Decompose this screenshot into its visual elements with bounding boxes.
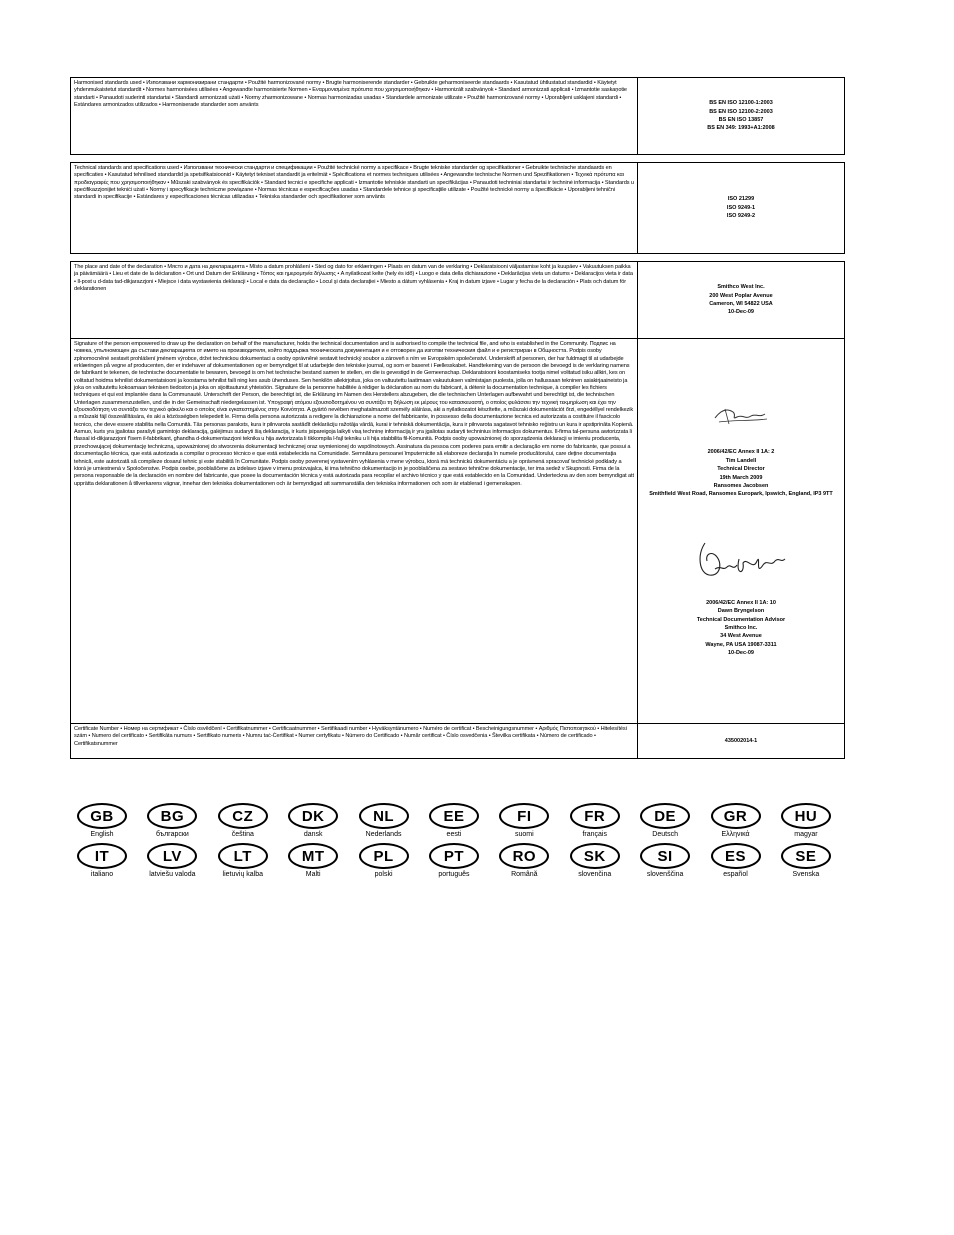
signer-date: 19th March 2009 [719, 474, 763, 481]
table-row [71, 339, 845, 724]
signer-1-details [641, 448, 841, 498]
declaration-table [70, 77, 845, 759]
language-name: slovenščina [646, 871, 684, 878]
language-badge-lt [215, 843, 271, 879]
language-badge-si [637, 843, 693, 879]
standard-value: BS EN ISO 12100-2:2003 [709, 108, 773, 115]
language-name: magyar [794, 831, 818, 838]
signer-city: Wayne, PA USA 19087-3311 [705, 641, 777, 648]
language-name: latviešu valoda [149, 871, 196, 878]
standard-value: BS EN ISO 12100-1:2003 [709, 100, 773, 107]
country-code: SI [640, 843, 690, 869]
country-code: PT [429, 843, 479, 869]
country-code: FI [499, 803, 549, 829]
language-name: Malti [305, 871, 321, 878]
language-name: Svenska [792, 871, 820, 878]
signer-title: Technical Director [717, 466, 765, 473]
language-name: Nederlands [365, 831, 402, 838]
language-row-2 [74, 843, 834, 879]
language-name: français [582, 831, 607, 838]
company-city: Cameron, WI 54822 USA [709, 301, 773, 307]
language-badge-hu [778, 803, 834, 839]
language-badge-pt [426, 843, 482, 879]
language-badge-gb [74, 803, 130, 839]
certificate-number: 435002014-1 [724, 737, 758, 744]
language-badge-gr [708, 803, 764, 839]
language-badge-lv [144, 843, 200, 879]
country-code: BG [147, 803, 197, 829]
language-badge-it [74, 843, 130, 879]
country-code: EE [429, 803, 479, 829]
harmonised-standards-values [638, 78, 845, 155]
language-badge-pl [356, 843, 412, 879]
language-badge-fi [496, 803, 552, 839]
country-code: DE [640, 803, 690, 829]
technical-standards-label: Technical standards and specifications used • Използвани технически стандарти и спецификации • Použité technické normy a specifikace • Brugte tekniske standarder og specifikationer • Gebruikte technische standaards en specificaties • Kasutatud tehnilised standardid ja spetsifikatsioonid • Käytetyt tekniset standardit ja eritelmät • Spécifications et normes techniques utilisées • Angewandte technische Normen und Spezifikationen • Τεχνικά πρότυπα και προδιαγραφές που χρησιμοποιήθηκαν • Műszaki szabványok és specifikációk • Standard tecnici e specifiche applicati • Izmantotie tehniskie standarti un specifikācijas • Panaudoti techniniai standartai ir techninė informacija • Standards u speċifikazzjonijiet tekniċi użati • Normy i specyfikacje techniczne powiązane • Normas técnicas e especificações usadas • Standardele tehnice şi specificaţiile utilizate • Použité technické normy a špecifikácie • Uporabljeni tehnični standardi in specifikacije • Estándares y especificaciones técnicas utilizadas • Tekniska standarder och specifikationer som använts [71, 163, 638, 254]
language-badge-bg [144, 803, 200, 839]
language-name: Română [511, 871, 538, 878]
declaration-date: 10-Dec-09 [728, 309, 754, 316]
country-code: SK [570, 843, 620, 869]
signature-image-1 [711, 404, 771, 430]
standard-value: ISO 9249-2 [726, 213, 756, 220]
country-code: CZ [218, 803, 268, 829]
table-row [71, 724, 845, 759]
country-code: IT [77, 843, 127, 869]
language-badges [74, 803, 834, 883]
country-code: GB [77, 803, 127, 829]
country-code: ES [711, 843, 761, 869]
table-row [71, 163, 845, 254]
certificate-number-label: Certificate Number • Номер на сертификат • Číslo osvědčení • Certifikatnummer • Certificaatnummer • Sertifikaadi number • Hyväksyntänumero • Numéro de certificat • Bescheinigungsnummer • Αριθμός Πιστοποιητικού • Hitelesítési szám • Numero del certificato • Sertifikāta numurs • Sertifikato numeris • Numru taċ-Ċertifikat • Numer certyfikatu • Número do Certificado • Număr certificat • Číslo osvedčenia • Številka certifikata • Número de certificado • Certifikatsnummer [71, 724, 638, 759]
table-row [71, 262, 845, 339]
language-name: italiano [90, 871, 114, 878]
language-name: čeština [231, 831, 254, 838]
signature-statement: Signature of the person empowered to draw up the declaration on behalf of the manufacturer, holds the technical documentation and is authorised to compile the technical file, and who is established in the Community. Подпис на човека, упълномощен да състави декларацията от името на производителя, който поддържа техническата документация и е отговорен да изготви техническия файл и е регистриран в Общността. Podpis osoby zplnomocněné sestavit prohlášení jménem výrobce, držet technickou dokumentaci a osoby oprávněné sestavit technický soubor a zároveň s ním ve Evropském společenství. Underskrift af personen, der har fuldmagt til at udarbejde erklæringen på vegne af producenten, der er indehaver af dokumentationen og er bemyndiget til at udarbejde den tekniske journal, og som er baseret i Fællesskabet. Handtekening van de persoon die bevoegd is de verklaring namens de fabrikant te tekenen, de technische documentatie te bewaren, bevoegd is om het technische bestand samen te stellen, en die is gevestigd in de Gemeenschap. Deklaratsiooni koostamiseks tootja nimel volitatud isiku allkiri, kes on volitatud hoidma tehnilist dokumentatsiooni ja koostama tehnilist faili ning kes asub ühenduses. Sen henkilön allekirjoitus, joka on valtuutettu laatimaan vakuutuksen valmistajan puolesta, jolla on hallussaan tekninen asiakirjaaineisto ja joka on valtuutettu kokoamaan teknisen tiedoston ja joka on sijoittautunut yhteisöön. Signature de la personne habilitée à rédiger la déclaration au nom du fabricant, à détenir la documentation technique, à compiler les fichiers techniques et qui est implantée dans la Communauté. Unterschrift der Person, die berechtigt ist, die Erklärung im Namen des Herstellers abzugeben, die die technischen Unterlagen aufbewahrt und berechtigt ist, die technischen Unterlagen zusammenzustellen, und die in der Gemeinschaft niedergelassen ist. Υπογραφή ατόμου εξουσιοδοτημένου να συντάξει τη δήλωση εκ μέρους του κατασκευαστή, ο οποίος φυλάσσει την τεχνική τεκμηρίωση και έχει την εξουσιοδότηση να συντάξει τον τεχνικό φάκελο και ο οποίος είναι εγκατεστημένος στην Κοινότητα. A gyártó nevében meghatalmazott személy aláírása, aki a nyilatkozatot készítette, a műszaki dokumentációt őrzi, engedéllyel rendelkezik a műszaki fájl összeállítására, és aki a közösségben telepedett le. Firma della persona autorizzata a redigere la dichiarazione a nome del fabbricante, in possesso della documentazione tecnica ed autorizzata a costituire il fascicolo tecnico, che deve essere stabilita nella Comunità. Tās personas paraksts, kura ir pilnvarota sastādīt deklarāciju ražotāja vārdā, kurai ir tehniskā dokumentācija, kura ir pilnvarota sagatavot tehnisko reģistru un kura ir apstiprināta Kopienā. Asmuo, kuris yra įgaliotas parašyti gamintojo deklaraciją, galėjimus sudaryti šią deklaraciją, ir kuris įsipareigoja laikyti visą techninę informaciją ir yra įgaliotas sudaryti techninius informacijos dokumentus. Il-firma tal-persuna awtorizzata li tfassal id-dikjarazzjoni f'isem il-fabbrikant, għandha d-dokumentazzjoni teknika u hija awtorizzata li tikkompila l-fajl tekniku u li hija stabbilita fil-Komunità. Podpis osoby upoważnionej do sporządzenia deklaracji w imieniu producenta, przechowującej dokumentację techniczną, upoważnionej do stworzenia dokumentacji technicznej oraz wymienionej do wspólnotowych. Assinatura da pessoa com poderes para emitir a declaração em nome do fabricante, que possui a documentação técnica, que está autorizada a compilar o processo técnico e que está estabelecida na Comunidade. Semnătura persoanei împuternicite să elaboreze declaraţia în numele producătorului, care deţine documentaţia tehnică, este autorizată să compileze dosarul tehnic şi este stabilită în Comunitate. Podpis osoby poverenej vystavením vyhlásenia v mene výrobcu, ktorá má technickú dokumentáciu a je oprávnená spracovať technické podklady a ktorá je umiestnená v Spoločenstve. Podpis osebe, pooblaščene za izdelavo izjave v imenu proizvajalca, ki ima tehnično dokumentacijo in je pooblaščena za sestavo tehnične dokumentacije, ter ima sedež v Skupnosti. Firma de la persona responsable de la declaración en nombre del fabricante, que posee la documentación técnica y está autorizada para recopilar el archivo técnico y que está establecido en la Comunidad. Underteckna av den som bemyndigat att upprätta deklarationen å tillverkarens vägnar, innehar den tekniska dokumentationen och är bemyndigad att sammanställa den tekniska informationen och som är etablerad i gemenskapen. [71, 339, 638, 724]
language-name: English [90, 831, 114, 838]
directive-reference: 2006/42/EC Annex II 1A: 2 [707, 449, 775, 456]
language-badge-sk [567, 843, 623, 879]
company-street: 200 West Poplar Avenue [709, 292, 773, 299]
language-badge-cz [215, 803, 271, 839]
country-code: SE [781, 843, 831, 869]
harmonised-standards-label: Harmonised standards used • Използвани хармонизирани стандарти • Použité harmonizované normy • Brugte harmoniserende standarder • Gebruikte geharmoniseerde standaards • Kasutatud ühtlustatud standardid • Käytetyt yhdenmukaistetut standardit • Normes harmonisées utilisées • Angewandte harmonisierte Normen • Εναρμονισμένα πρότυπα που χρησιμοποιήθηκαν • Harmonizált szabványok • Standard armonizzati applicati • Izmantotie saskaņotie standarti • Panaudoti suderinti standartai • Standardi armonizzati użati • Normy zharmonizowane • Normas harmonizadas usadas • Standardele armonizate utilizate • Použité harmonizované normy • Uporabljeni usklajeni standardi • Estándares armonizados utilizados • Harmoniserade standarder som använts [71, 78, 638, 155]
language-name: português [438, 871, 470, 878]
signer-address: Smithfield West Road, Ransomes Europark, Ipswich, England, IP3 9TT [649, 491, 833, 498]
country-code: LV [147, 843, 197, 869]
standard-value: ISO 21299 [727, 196, 755, 203]
country-code: LT [218, 843, 268, 869]
table-row [71, 78, 845, 155]
language-name: polski [374, 871, 393, 878]
signature-block [638, 339, 845, 724]
signer-2-details [641, 599, 841, 658]
signer-title: Technical Documentation Advisor [696, 616, 786, 623]
signer-street: 34 West Avenue [720, 633, 762, 640]
technical-standards-values [638, 163, 845, 254]
language-name: български [155, 831, 189, 838]
company-name: Smithco West Inc. [717, 284, 765, 291]
country-code: DK [288, 803, 338, 829]
signer-company: Ransomes Jacobsen [713, 482, 769, 489]
directive-reference: 2006/42/EC Annex II 1A: 10 [706, 599, 776, 606]
language-badge-ro [496, 843, 552, 879]
place-date-label: The place and date of the declaration • Място и дата на декларацията • Místo a datum prohlášení • Sted og dato for erklæringen • Plaats en datum van de verklaring • Deklaratsiooni väljastamise koht ja kuupäev • Vakuutuksen paikka ja päivämäärä • Lieu et date de la déclaration • Ort und Datum der Erklärung • Τόπος και ημερομηνία δήλωσης • A nyilatkozat kelte (hely és idő) • Luogo e data della dichiarazione • Deklarācijas vieta un datums • Deklaracijos vieta ir data • Il-post u d-data tad-dikjarazzjoni • Miejsce i data wystawienia deklaracji • Local e data da declaração • Locul şi data declaraţiei • Miesto a dátum vyhlásenia • Kraj in datum izjave • Lugar y fecha de la declaración • Plats och datum för deklarationen [71, 262, 638, 339]
language-name: español [723, 871, 748, 878]
language-name: slovenčina [578, 871, 612, 878]
language-badge-es [708, 843, 764, 879]
language-badge-de [637, 803, 693, 839]
language-badge-dk [285, 803, 341, 839]
language-badge-se [778, 843, 834, 879]
signer-date: 10-Dec-09 [728, 650, 754, 657]
country-code: GR [711, 803, 761, 829]
country-code: HU [781, 803, 831, 829]
language-badge-mt [285, 843, 341, 879]
language-name: lietuvių kalba [222, 871, 264, 878]
language-name: Ελληνικά [721, 831, 750, 838]
country-code: RO [499, 843, 549, 869]
standard-value: BS EN 349: 1993+A1:2008 [707, 125, 775, 132]
language-badge-ee [426, 803, 482, 839]
country-code: FR [570, 803, 620, 829]
signer-name: Dawn Bryngelson [717, 608, 765, 615]
signature-image-2 [695, 535, 787, 581]
certificate-number-value [638, 724, 845, 759]
language-name: dansk [303, 831, 323, 838]
country-code: MT [288, 843, 338, 869]
standard-value: BS EN ISO 13857 [718, 117, 764, 123]
country-code: NL [359, 803, 409, 829]
language-row-1 [74, 803, 834, 839]
language-badge-fr [567, 803, 623, 839]
language-name: suomi [515, 831, 534, 838]
language-badge-nl [356, 803, 412, 839]
place-date-values [638, 262, 845, 339]
language-name: eesti [446, 831, 462, 838]
standard-value: ISO 9249-1 [726, 204, 756, 211]
signer-company: Smithco Inc. [724, 625, 758, 632]
signer-name: Tim Landell [725, 457, 757, 464]
country-code: PL [359, 843, 409, 869]
language-name: Deutsch [652, 831, 678, 838]
